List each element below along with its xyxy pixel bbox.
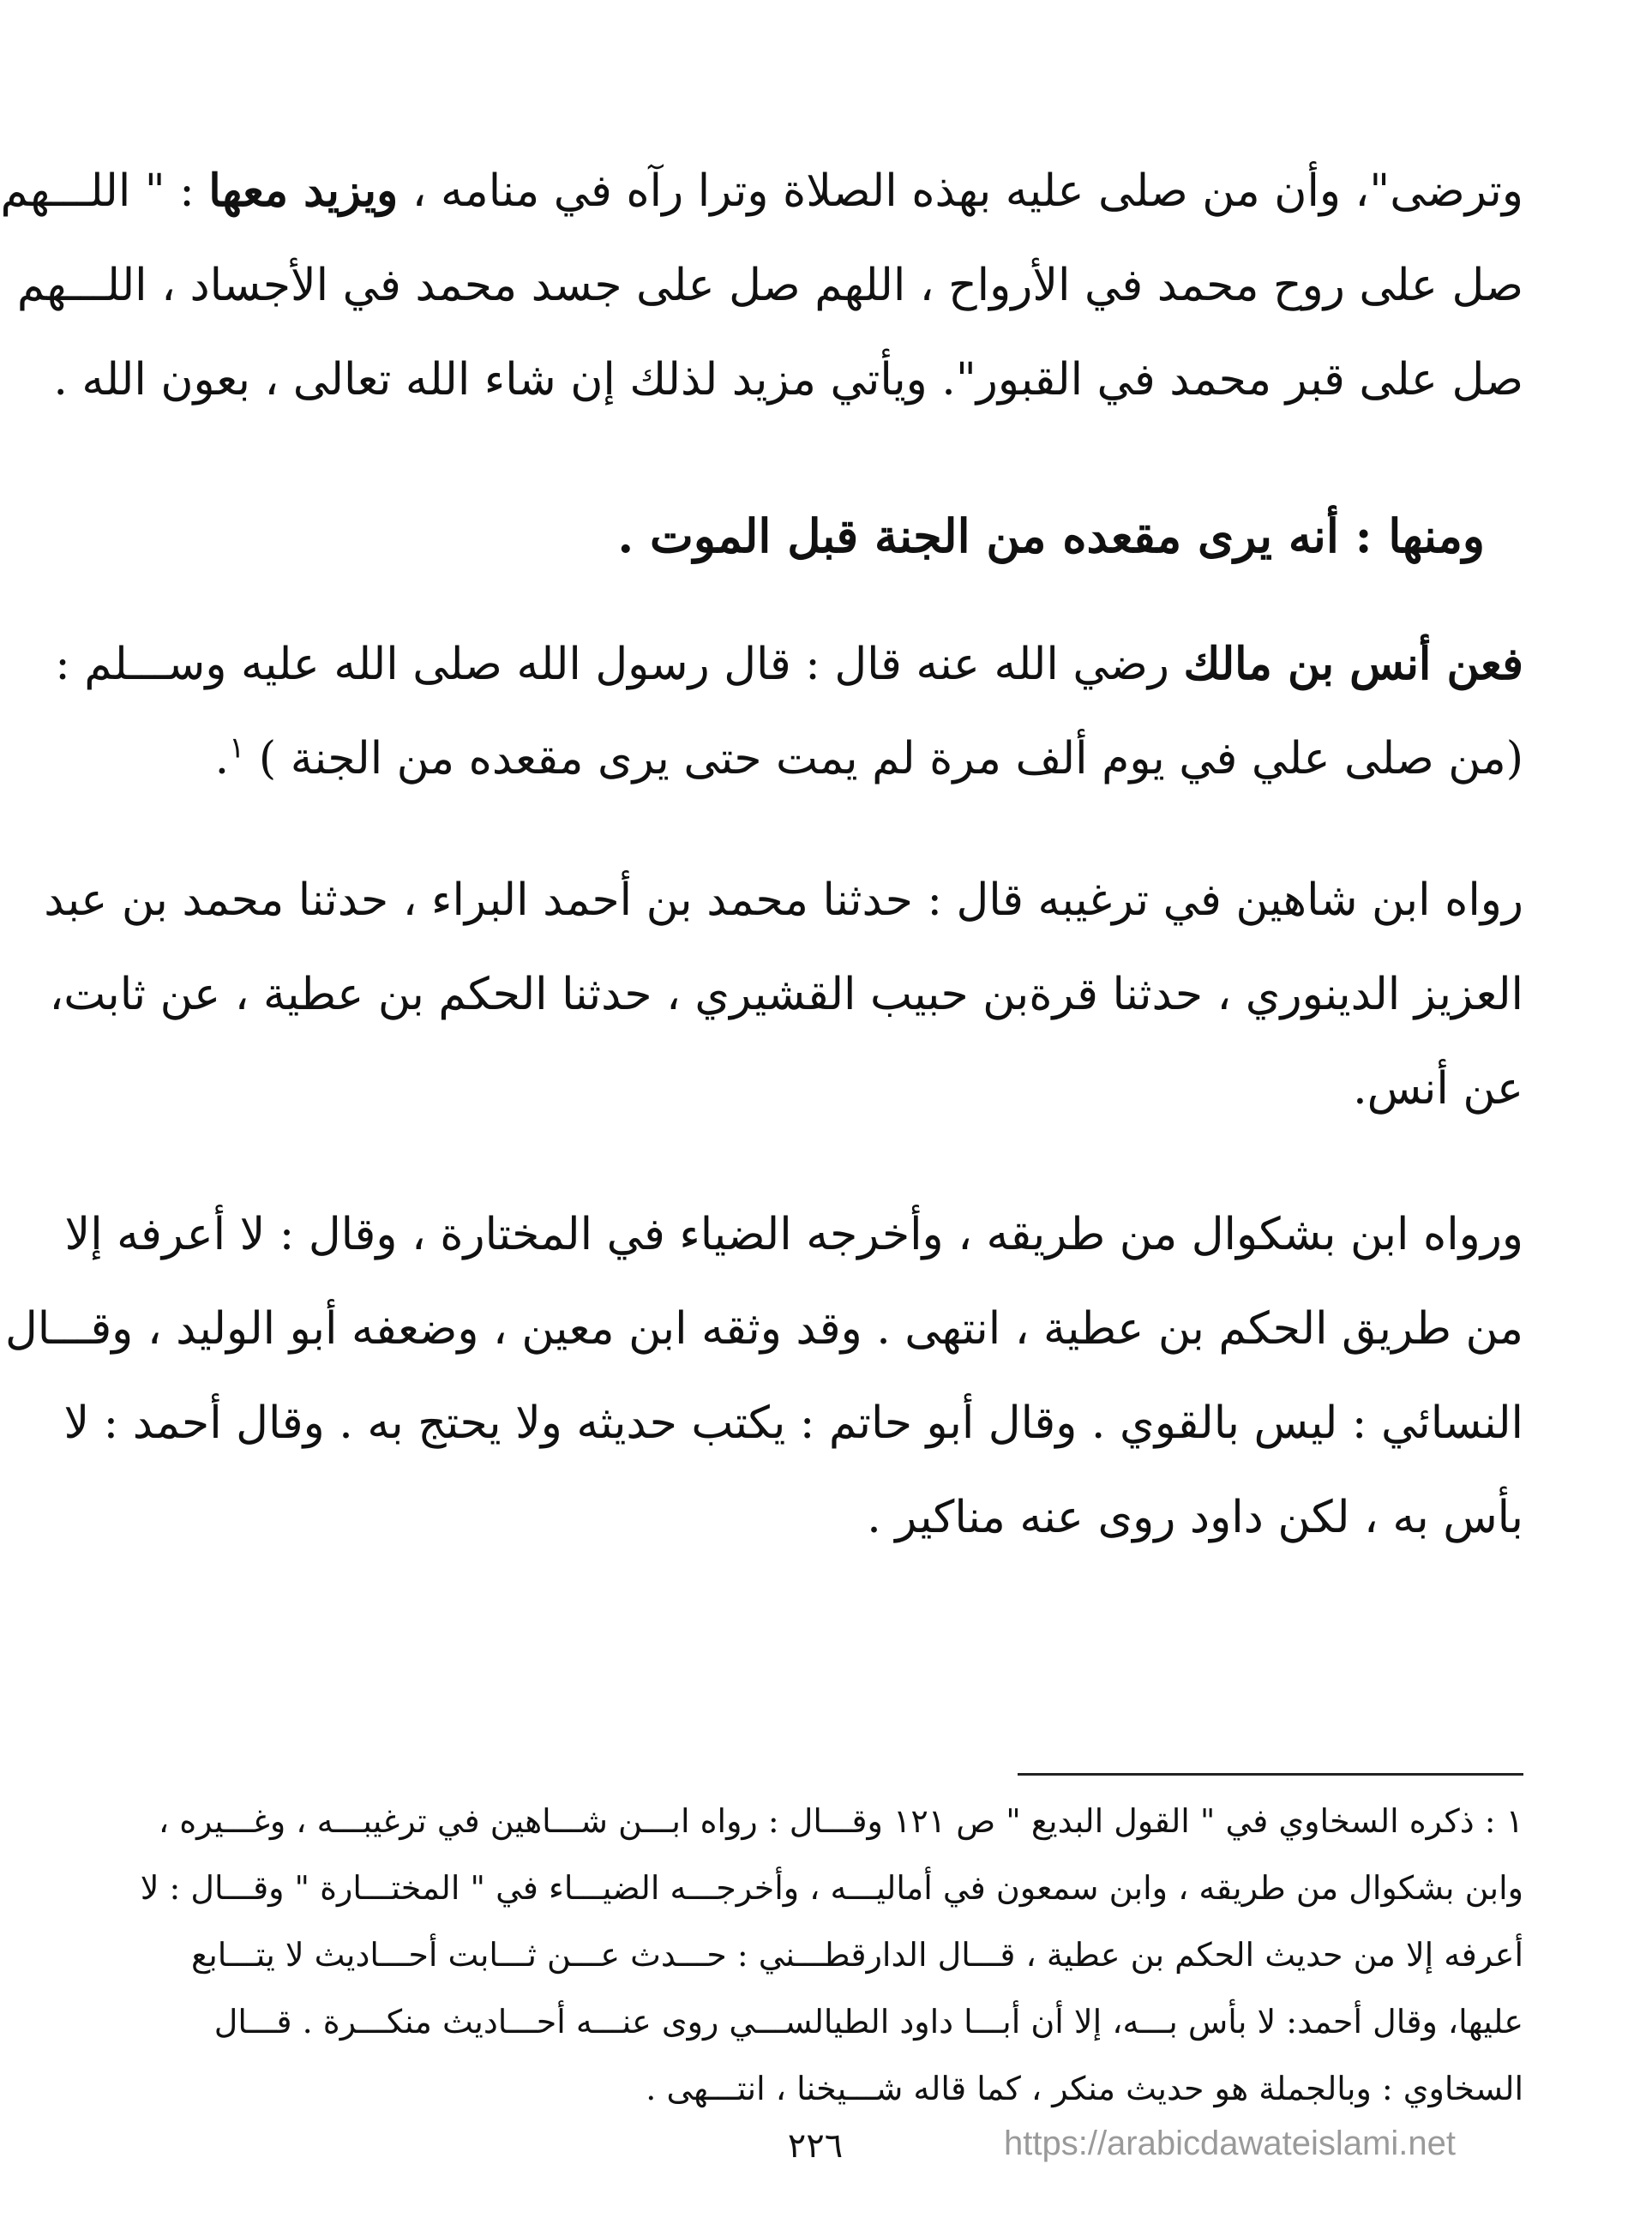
paragraph-2-bold-phrase: فعن أنس بن مالك bbox=[1183, 638, 1523, 690]
paragraph-4-line-2: من طريق الحكم بن عطية ، انتهى . وقد وثقه ابن معين ، وضعفه أبو الوليد ، وقـــال bbox=[5, 1303, 1523, 1355]
paragraph-2-line-1-text: رضي الله عنه قال : قال رسول الله صلى الله عليه وســـلم : bbox=[55, 639, 1184, 690]
paragraph-2 bbox=[55, 617, 1523, 806]
paragraph-3-line-2: العزيز الدينوري ، حدثنا قرةبن حبيب القشيري ، حدثنا الحكم بن عطية ، عن ثابت، bbox=[49, 969, 1523, 1020]
paragraph-2-line-2-end: . bbox=[214, 733, 230, 784]
paragraph-4 bbox=[5, 1187, 1523, 1565]
paragraph-4-line-4: بأس به ، لكن داود روى عنه مناكير . bbox=[867, 1492, 1523, 1543]
paragraph-1-line-1-end: : " اللـــهم bbox=[0, 165, 209, 217]
footnote-line-1: ١ : ذكره السخاوي في " القول البديع " ص ١٢١ وقـــال : رواه ابـــن شـــاهين في ترغيبـــه ، وغـــيره ، bbox=[158, 1802, 1523, 1840]
paragraph-1-line-3: صل على قبر محمد في القبور". ويأتي مزيد لذلك إن شاء الله تعالى ، بعون الله . bbox=[53, 354, 1523, 406]
paragraph-1-line-1 bbox=[0, 144, 1523, 238]
footnote-reference: ١ bbox=[229, 730, 245, 766]
footnote-line-5: السخاوي : وبالجملة هو حديث منكر ، كما قاله شـــيخنا ، انتـــهى . bbox=[646, 2070, 1523, 2107]
paragraph-1-bold-phrase: ويزيد معها bbox=[208, 165, 399, 217]
paragraph-1 bbox=[0, 144, 1523, 427]
page-number: ٢٢٦ bbox=[787, 2126, 844, 2166]
paragraph-2-hadith-text: (من صلى علي في يوم ألف مرة لم يمت حتى يرى مقعده من الجنة ) bbox=[244, 733, 1523, 784]
paragraph-2-line-2 bbox=[104, 712, 1523, 806]
section-heading-block bbox=[104, 489, 1485, 583]
footnote-line-2: وابن بشكوال من طريقه ، وابن سمعون في أماليـــه ، وأخرجـــه الضيـــاء في " المختـــارة " وقـــال : لا bbox=[140, 1869, 1523, 1907]
paragraph-1-line-1-text: وترضى"، وأن من صلى عليه بهذه الصلاة وترا رآه في منامه ، bbox=[398, 165, 1523, 217]
paragraph-3 bbox=[44, 853, 1523, 1136]
paragraph-3-line-3: عن أنس. bbox=[1353, 1063, 1523, 1115]
watermark-url: https://arabicdawateislami.net bbox=[1004, 2125, 1456, 2162]
section-heading: ومنها : أنه يرى مقعده من الجنة قبل الموت . bbox=[617, 508, 1485, 563]
paragraph-1-line-2: صل على روح محمد في الأرواح ، اللهم صل على جسد محمد في الأجساد ، اللـــهم bbox=[16, 260, 1523, 311]
footnote-line-4: عليها، وقال أحمد: لا بأس بـــه، إلا أن أبـــا داود الطيالســـي روى عنـــه أحـــاديث منكـــرة . قـــال bbox=[213, 2003, 1523, 2041]
footnote-divider bbox=[1018, 1773, 1523, 1776]
paragraph-3-line-1: رواه ابن شاهين في ترغيبه قال : حدثنا محمد بن أحمد البراء ، حدثنا محمد بن عبد bbox=[44, 875, 1523, 926]
paragraph-4-line-1: ورواه ابن بشكوال من طريقه ، وأخرجه الضياء في المختارة ، وقال : لا أعرفه إلا bbox=[64, 1209, 1523, 1260]
footnote-line-3: أعرفه إلا من حديث الحكم بن عطية ، قـــال الدارقطـــني : حـــدث عـــن ثـــابت أحـــاديث لا يتـــابع bbox=[190, 1936, 1523, 1974]
paragraph-2-line-1 bbox=[55, 617, 1523, 712]
footnote bbox=[129, 1788, 1523, 2122]
paragraph-4-line-3: النسائي : ليس بالقوي . وقال أبو حاتم : يكتب حديثه ولا يحتج به . وقال أحمد : لا bbox=[63, 1398, 1523, 1449]
